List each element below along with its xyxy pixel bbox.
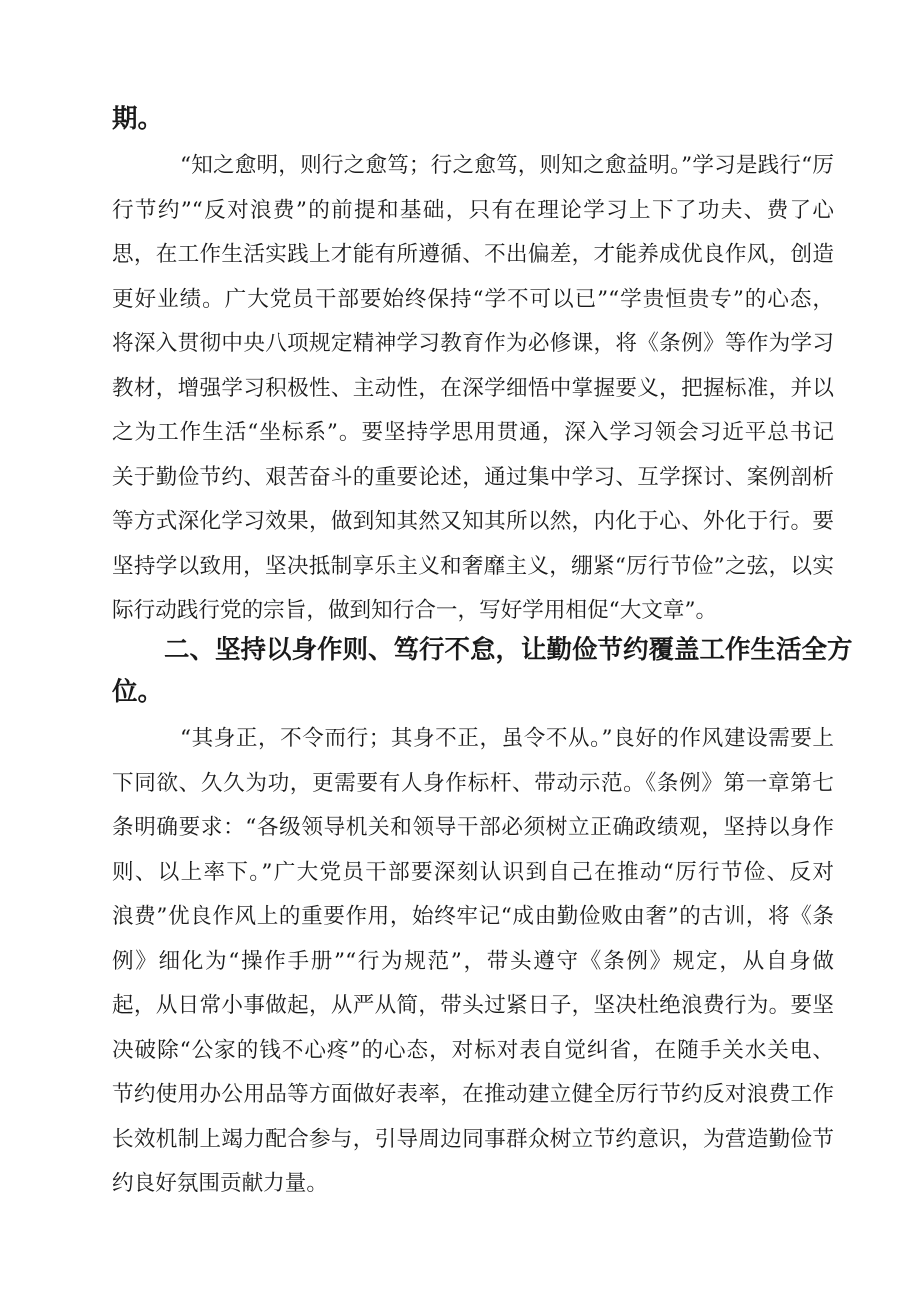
paragraph-2-line: 起，从日常小事做起，从严从简，带头过紧日子，坚决杜绝浪费行为。要坚: [112, 993, 834, 1018]
paragraph-2-line: 下同欲、久久为功，更需要有人身作标杆、带动示范。《条例》第一章第七: [112, 771, 834, 796]
paragraph-1-line: 之为工作生活“坐标系”。要坚持学思用贯通，深入学习领会习近平总书记: [112, 420, 834, 445]
paragraph-1-line: 际行动践行党的宗旨，做到知行合一，写好学用相促“大文章”。: [112, 598, 718, 623]
paragraph-2-line: 长效机制上竭力配合参与，引导周边同事群众树立节约意识，为营造勤俭节: [112, 1127, 834, 1152]
paragraph-1-line: 关于勤俭节约、艰苦奋斗的重要论述，通过集中学习、互学探讨、案例剖析: [112, 465, 834, 490]
paragraph-1-line: “知之愈明，则行之愈笃；行之愈笃，则知之愈益明。”学习是践行“厉: [180, 153, 834, 178]
paragraph-2-line: 约良好氛围贡献力量。: [112, 1171, 328, 1196]
paragraph-2-line: 条明确要求：“各级领导机关和领导干部必须树立正确政绩观，坚持以身作: [112, 815, 834, 840]
paragraph-2-line: 浪费”优良作风上的重要作用，始终牢记“成由勤俭败由奢”的古训，将《条: [112, 904, 834, 929]
paragraph-2-line: 例》细化为“操作手册”“行为规范”，带头遵守《条例》规定，从自身做: [112, 949, 834, 974]
paragraph-2-line: 则、以上率下。”广大党员干部要深刻认识到自己在推动“厉行节俭、反对: [112, 860, 834, 885]
paragraph-1-line: 等方式深化学习效果，做到知其然又知其所以然，内化于心、外化于行。要: [112, 509, 834, 534]
section-1-heading-tail: 期。: [112, 104, 164, 134]
paragraph-1-line: 更好业绩。广大党员干部要始终保持“学不可以已”“学贵恒贵专”的心态，: [112, 287, 834, 312]
section-2-heading-line: 二、坚持以身作则、笃行不怠，让勤俭节约覆盖工作生活全方: [164, 635, 853, 665]
section-2-heading-line: 位。: [112, 677, 164, 707]
paragraph-1-line: 教材，增强学习积极性、主动性，在深学细悟中掌握要义，把握标准，并以: [112, 376, 834, 401]
paragraph-2-line: 决破除“公家的钱不心疼”的心态，对标对表自觉纠省，在随手关水关电、: [112, 1038, 834, 1063]
paragraph-2-line: “其身正，不令而行；其身不正，虽令不从。”良好的作风建设需要上: [180, 726, 834, 751]
paragraph-1-line: 坚持学以致用，坚决抵制享乐主义和奢靡主义，绷紧“厉行节俭”之弦，以实: [112, 554, 834, 579]
paragraph-1-line: 思，在工作生活实践上才能有所遵循、不出偏差，才能养成优良作风，创造: [112, 242, 834, 267]
paragraph-1-line: 将深入贯彻中央八项规定精神学习教育作为必修课，将《条例》等作为学习: [112, 331, 834, 356]
paragraph-1-line: 行节约”“反对浪费”的前提和基础，只有在理论学习上下了功夫、费了心: [112, 198, 834, 223]
paragraph-2-line: 节约使用办公用品等方面做好表率，在推动建立健全厉行节约反对浪费工作: [112, 1082, 834, 1107]
